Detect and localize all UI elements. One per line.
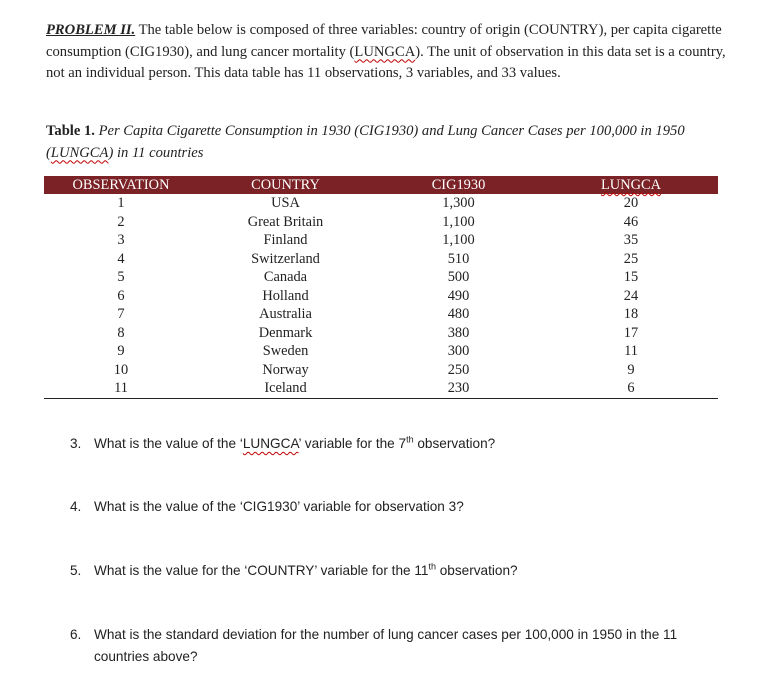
cell-observation: 8: [117, 324, 125, 341]
question-5: [70, 560, 730, 582]
cell-observation: 2: [117, 213, 125, 230]
cell-observation: 4: [117, 250, 125, 267]
problem-text-part2: ). The unit of observation in this data set is a country, not an individual person. This data table has 11 observations, 3 variables, and 33 values.: [46, 43, 726, 81]
header-country: COUNTRY: [198, 176, 373, 194]
cell-lungca: 17: [623, 324, 639, 341]
cell-country: Holland: [262, 287, 309, 304]
question-text: [94, 433, 724, 455]
table-row: [44, 194, 718, 213]
cell-observation: 10: [113, 361, 129, 378]
cell-country: Finland: [263, 232, 308, 248]
header-lungca-label: LUNGCA: [601, 177, 661, 193]
cell-lungca: 46: [623, 213, 639, 230]
question-text-part: What is the value of the ‘: [94, 436, 243, 451]
question-number: 4.: [70, 499, 82, 514]
cell-observation: 5: [117, 269, 125, 285]
question-text-part: What is the value for the ‘COUNTRY’ variable for the 11: [94, 563, 429, 578]
table-row: [44, 287, 718, 306]
question-text: [94, 560, 724, 582]
problem-statement: [46, 20, 726, 85]
header-observation: OBSERVATION: [44, 176, 198, 194]
cell-country: Norway: [262, 361, 309, 378]
cell-lungca: 15: [623, 269, 639, 285]
cell-observation: 9: [117, 343, 125, 359]
question-6: [70, 624, 730, 667]
cell-country: Sweden: [262, 343, 309, 359]
table-row: [44, 268, 718, 287]
table-row: [44, 342, 718, 361]
cell-lungca: 24: [623, 287, 639, 304]
table-row: [44, 361, 718, 380]
cell-country: Switzerland: [251, 250, 320, 267]
question-number: 6.: [70, 627, 82, 642]
cell-lungca: 18: [623, 306, 639, 322]
table-row: [44, 324, 718, 343]
cell-cig1930: 490: [447, 287, 470, 304]
cell-cig1930: 510: [447, 250, 470, 267]
question-text-part: ’ variable for the 7: [298, 436, 407, 451]
question-text-part: observation?: [413, 436, 496, 451]
cell-country: Denmark: [258, 324, 313, 341]
cell-observation: 7: [117, 306, 125, 322]
table-row: [44, 250, 718, 269]
cell-cig1930: 250: [447, 361, 470, 378]
cell-cig1930: 1,100: [442, 232, 475, 248]
cell-lungca: 6: [544, 379, 718, 398]
cell-lungca: 11: [624, 343, 638, 359]
cell-cig1930: 500: [447, 269, 470, 285]
table-caption-text-end: ) in 11 countries: [108, 144, 204, 161]
cell-observation: 1: [117, 195, 125, 211]
cell-country: USA: [271, 195, 300, 211]
problem-heading: PROBLEM II.: [46, 22, 136, 38]
cell-cig1930: 380: [447, 324, 470, 341]
cell-cig1930: 1,300: [442, 195, 475, 211]
cell-cig1930: 300: [447, 343, 470, 359]
cell-lungca: 35: [623, 232, 639, 248]
cell-cig1930: 1,100: [442, 213, 475, 230]
cell-country: Australia: [259, 306, 312, 322]
question-superscript: th: [406, 434, 414, 445]
question-superscript: th: [428, 561, 436, 572]
table-row: [44, 379, 718, 398]
data-table: [44, 176, 718, 399]
question-text-part: observation?: [435, 563, 518, 578]
question-4: [70, 496, 730, 518]
question-text: What is the value of the ‘CIG1930’ variable for observation 3?: [94, 499, 464, 514]
cell-cig1930: 230: [373, 379, 544, 398]
cell-lungca: 20: [623, 195, 639, 211]
table-row: [44, 305, 718, 324]
header-lungca: [544, 176, 718, 194]
cell-lungca: 9: [627, 361, 635, 378]
cell-observation: 3: [117, 232, 125, 248]
problem-term-lungca: LUNGCA: [354, 43, 416, 60]
cell-country: Great Britain: [247, 213, 324, 230]
question-number: 3.: [70, 436, 82, 451]
cell-country: Iceland: [198, 379, 373, 398]
table-caption-label: Table 1.: [46, 123, 95, 139]
table-row: [44, 231, 718, 250]
cell-observation: 6: [117, 287, 125, 304]
cell-lungca: 25: [623, 250, 639, 267]
question-term: LUNGCA: [242, 436, 299, 451]
cell-cig1930: 480: [447, 306, 470, 322]
table-caption-text: Per Capita Cigarette Consumption in 1930 (CIG1930) and Lung Cancer Cases per 100,000 in 1950 (: [46, 123, 685, 161]
table-caption-term: LUNGCA: [50, 144, 109, 161]
table-header-row: [44, 176, 718, 194]
table-row: [44, 213, 718, 232]
question-text: What is the standard deviation for the number of lung cancer cases per 100,000 in 1950 in the 11 countries above?: [94, 627, 678, 664]
header-cig1930: CIG1930: [373, 176, 544, 194]
table-body: [44, 194, 718, 398]
table-caption: [46, 121, 736, 164]
cell-country: Canada: [263, 269, 308, 285]
cell-observation: 11: [44, 379, 198, 398]
question-number: 5.: [70, 563, 82, 578]
question-3: [70, 433, 730, 455]
problem-text-part1: The table below is composed of three variables: country of origin (COUNTRY), per capita cigarette consumption (CIG1930), and lung cancer mortality (: [46, 22, 722, 60]
